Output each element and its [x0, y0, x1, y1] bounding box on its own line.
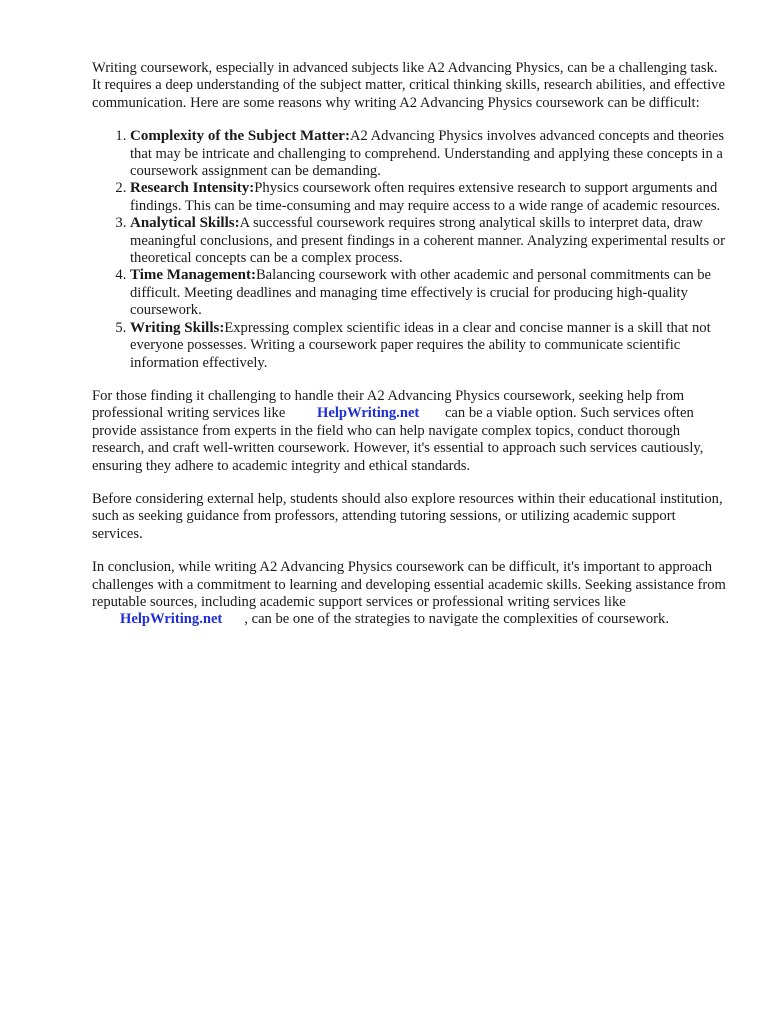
- helpwriting-link-conclusion[interactable]: HelpWriting.net: [120, 611, 223, 628]
- intro-paragraph: Writing coursework, especially in advanced subjects like A2 Advancing Physics, can be a challenging task. It requires a deep understanding of the subject matter, critical thinking skills, research abilities, and effective communication. Here are some reasons why writing A2 Advancing Physics coursework can be difficult:: [92, 60, 725, 111]
- list-item-title: Time Management:: [130, 267, 256, 284]
- conclusion-text-after: , can be one of the strategies to navigate the complexities of coursework.: [244, 611, 669, 628]
- conclusion-paragraph: [92, 559, 728, 629]
- help-text-after: can be a viable option. Such services often provide assistance from experts in the field who can help navigate complex topics, conduct thorough research, and craft well-written coursework. However, it's essential to approach such services cautiously, ensuring they adhere to academic integrity and ethical standards.: [92, 405, 704, 474]
- list-item-text: Balancing coursework with other academic and personal commitments can be difficult. Meeting deadlines and managing time effectively is crucial for producing high-quality coursework.: [130, 267, 712, 319]
- list-item-title: Complexity of the Subject Matter:: [130, 128, 350, 145]
- helpwriting-link[interactable]: HelpWriting.net: [316, 405, 420, 422]
- list-item-text: Physics coursework often requires extensive research to support arguments and findings. This can be time-consuming and may require access to a wide range of academic resources.: [130, 180, 721, 214]
- help-text-before: For those finding it challenging to handle their A2 Advancing Physics coursework, seeking help from professional writing services like: [92, 387, 685, 422]
- list-item: [130, 215, 728, 267]
- list-item-title: Analytical Skills:: [130, 215, 240, 232]
- list-item: [130, 180, 728, 215]
- list-item-title: Writing Skills:: [130, 319, 225, 336]
- list-item: [130, 267, 728, 319]
- list-item-text: A successful coursework requires strong analytical skills to interpret data, draw meaningful conclusions, and present findings in a coherent manner. Analyzing experimental results or theoretical concepts can be a complex process.: [130, 215, 725, 267]
- list-item: [130, 320, 728, 372]
- list-item-text: A2 Advancing Physics involves advanced concepts and theories that may be intricate and challenging to comprehend. Understanding and applying these concepts in a coursework assignment can be demanding.: [130, 128, 725, 180]
- list-item: [130, 128, 728, 180]
- resources-paragraph: Before considering external help, students should also explore resources within their educational institution, such as seeking guidance from professors, attending tutoring sessions, or utilizing academic support services.: [92, 490, 723, 542]
- list-item-title: Research Intensity:: [130, 180, 255, 197]
- reasons-list: [92, 128, 728, 372]
- help-paragraph: [92, 388, 728, 475]
- conclusion-text-before: In conclusion, while writing A2 Advancing Physics coursework can be difficult, it's important to approach challenges with a commitment to learning and developing essential academic skills. Seeking assistance from reputable sources, including academic support services or professional writing services like: [92, 559, 726, 610]
- list-item-text: Expressing complex scientific ideas in a clear and concise manner is a skill that not everyone possesses. Writing a coursework paper requires the ability to communicate scientific information effectively.: [130, 319, 711, 371]
